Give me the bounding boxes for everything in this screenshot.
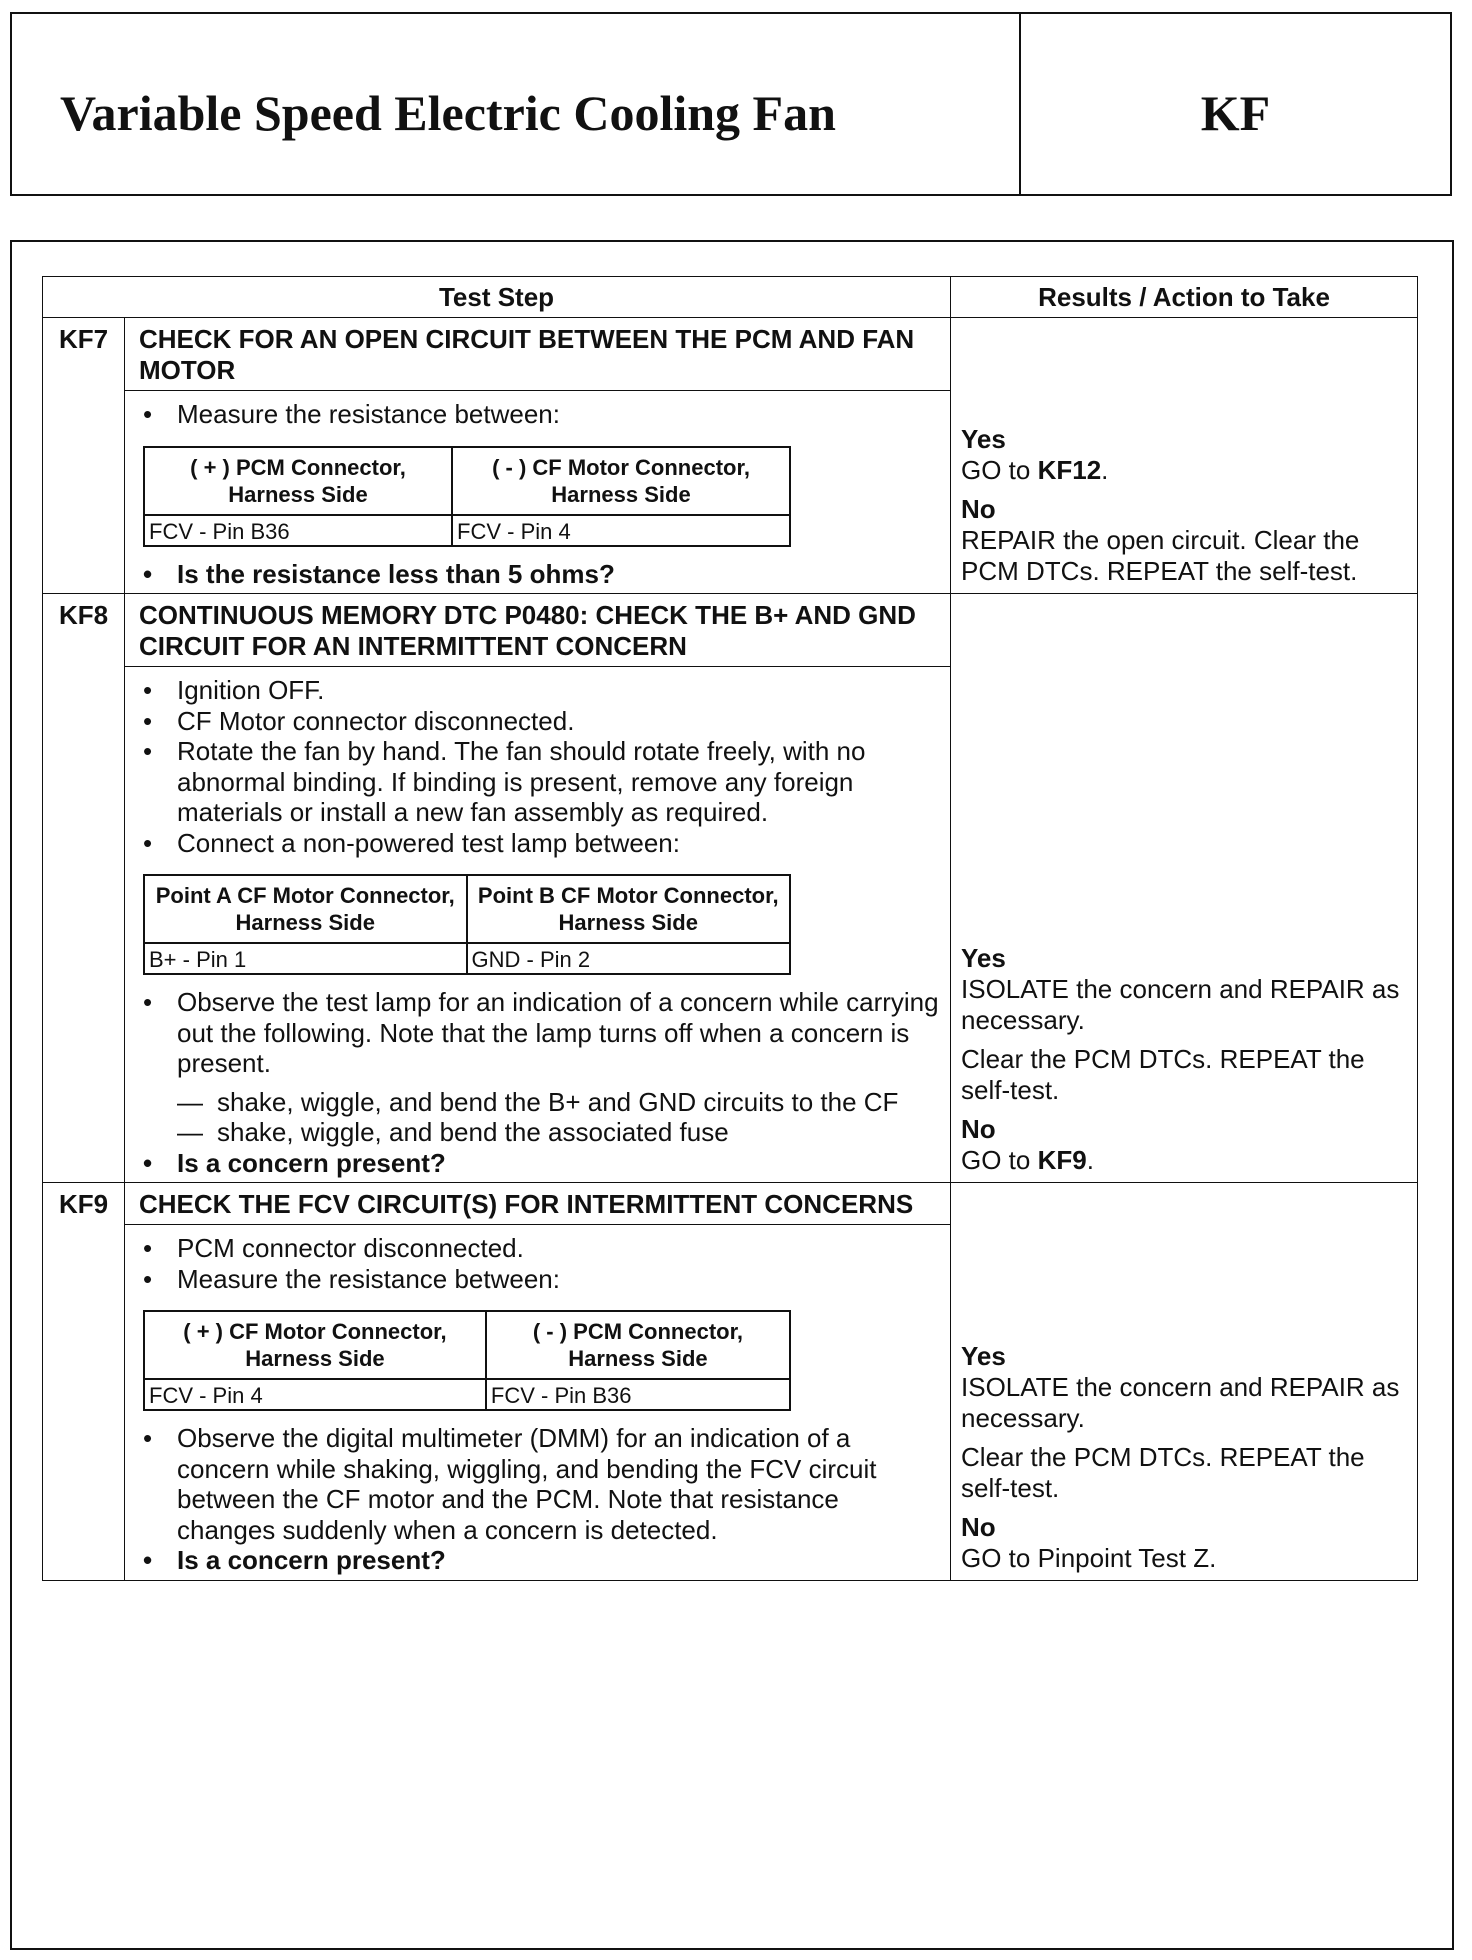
step-body [125, 1225, 951, 1581]
step-question: • Is a concern present? [139, 1545, 940, 1576]
yes-action: GO to KF12. [961, 455, 1109, 485]
step-heading: CONTINUOUS MEMORY DTC P0480: CHECK THE B+ AND GND CIRCUIT FOR AN INTERMITTENT CONCERN [125, 594, 951, 667]
step-question: • Is a concern present? [139, 1148, 940, 1179]
list-item: • Connect a non-powered test lamp between: [139, 828, 940, 859]
list-item: • PCM connector disconnected. [139, 1233, 940, 1264]
no-label: No [961, 1114, 996, 1144]
connector-value: GND - Pin 2 [467, 943, 790, 974]
connector-header: ( + ) CF Motor Connector, Harness Side [144, 1311, 486, 1379]
section-code: KF [1200, 85, 1271, 141]
yes-action: ISOLATE the concern and REPAIR as necessary. [961, 1371, 1400, 1433]
list-item: • CF Motor connector disconnected. [139, 706, 940, 737]
connector-header: ( - ) CF Motor Connector, Harness Side [452, 447, 790, 515]
diagnostic-table [42, 276, 1418, 1581]
list-item: • Observe the test lamp for an indication of a concern while carrying out the following. Note that the lamp turns off when a concern is present. [139, 987, 940, 1079]
dash-item: — shake, wiggle, and bend the B+ and GND circuits to the CF [177, 1087, 940, 1118]
step-body [125, 391, 951, 594]
connector-value: FCV - Pin B36 [486, 1379, 790, 1410]
list-item: • Measure the resistance between: [139, 399, 940, 430]
connector-table [143, 446, 791, 547]
no-action: REPAIR the open circuit. Clear the PCM DTCs. REPEAT the self-test. [961, 525, 1360, 586]
no-label: No [961, 1511, 996, 1542]
connector-header: ( + ) PCM Connector, Harness Side [144, 447, 452, 515]
list-item: • Ignition OFF. [139, 675, 940, 706]
test-step-header: Test Step [43, 277, 951, 318]
no-action: GO to Pinpoint Test Z. [961, 1542, 1217, 1573]
list-item: • Rotate the fan by hand. The fan should rotate freely, with no abnormal binding. If binding is present, remove any foreign materials or install a new fan assembly as required. [139, 736, 940, 828]
step-kf9-results [951, 1183, 1418, 1581]
table-header-row [43, 277, 1418, 318]
yes-action-2: Clear the PCM DTCs. REPEAT the self-test. [961, 1044, 1365, 1105]
results-header: Results / Action to Take [951, 277, 1418, 318]
yes-action-2: Clear the PCM DTCs. REPEAT the self-test. [961, 1441, 1365, 1503]
page-header [10, 12, 1452, 196]
connector-header: Point B CF Motor Connector, Harness Side [467, 875, 790, 943]
connector-table [143, 874, 791, 975]
step-kf7-heading-row [43, 318, 1418, 391]
step-kf8-results [951, 594, 1418, 1183]
connector-value: B+ - Pin 1 [144, 943, 467, 974]
list-item: • Observe the digital multimeter (DMM) for an indication of a concern while shaking, wiggling, and bending the FCV circuit between the CF motor and the PCM. Note that resistance changes suddenly when a concern is detected. [139, 1423, 940, 1545]
no-action: GO to KF9. [961, 1145, 1094, 1175]
yes-label: Yes [961, 943, 1006, 973]
step-kf8-heading-row [43, 594, 1418, 667]
yes-label: Yes [961, 1340, 1006, 1371]
connector-value: FCV - Pin 4 [452, 515, 790, 546]
step-heading: CHECK THE FCV CIRCUIT(S) FOR INTERMITTENT CONCERNS [125, 1183, 951, 1225]
connector-header: ( - ) PCM Connector, Harness Side [486, 1311, 790, 1379]
step-question: • Is the resistance less than 5 ohms? [139, 559, 940, 590]
no-label: No [961, 494, 996, 524]
yes-label: Yes [961, 424, 1006, 454]
yes-action: ISOLATE the concern and REPAIR as necessary. [961, 974, 1400, 1035]
page-title: Variable Speed Electric Cooling Fan [60, 85, 836, 141]
connector-header: Point A CF Motor Connector, Harness Side [144, 875, 467, 943]
step-code: KF9 [43, 1183, 125, 1581]
dash-item: — shake, wiggle, and bend the associated fuse [177, 1117, 940, 1148]
step-code: KF8 [43, 594, 125, 1183]
step-kf7-results [951, 318, 1418, 594]
step-heading: CHECK FOR AN OPEN CIRCUIT BETWEEN THE PCM AND FAN MOTOR [125, 318, 951, 391]
connector-value: FCV - Pin B36 [144, 515, 452, 546]
step-code: KF7 [43, 318, 125, 594]
step-body [125, 667, 951, 1183]
list-item: • Measure the resistance between: [139, 1264, 940, 1295]
connector-table [143, 1310, 791, 1411]
step-kf9-heading-row [43, 1183, 1418, 1225]
connector-value: FCV - Pin 4 [144, 1379, 486, 1410]
